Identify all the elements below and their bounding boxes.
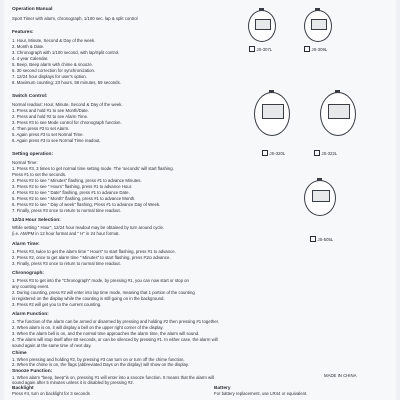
alarmtime-item: 2. Press #2, once to get alarm time " Minutes" to start flashing, press #1to advance. — [12, 255, 171, 260]
model-caption: JS-505L — [310, 236, 333, 242]
chrono-item: 1. Press #3 to get into the "Chronograph" mode, by pressing #1, you can now start or stop on — [12, 278, 189, 283]
setting-item: 2. Press #2 to see " Minutes" flashing, press #1 to advance Minutes. — [12, 178, 142, 183]
chime-heading: Chime — [12, 351, 27, 356]
chime-item: 1. When pressing and holding #2, by pressing #3 can turn on or turn off the chime function. — [12, 357, 185, 362]
stopwatch-icon — [320, 92, 356, 136]
switch-heading: Switch Control: — [12, 94, 48, 99]
feature-item: 8. Maximum counting: 23 hours, 59 minutes, 59 seconds. — [12, 80, 121, 85]
snooze-item: sound again after 5 minutes unless it is disabled by pressing #2. — [12, 380, 134, 385]
alarmtime-item: 1. Press #3, twice to get the alarm time " Hours" to start flashing, press #1 to advance. — [12, 249, 176, 254]
backlight-heading: Backlight — [12, 386, 34, 391]
setting-item: 7. Finally, press #3 once to return to normal time readout. — [12, 208, 121, 213]
switch-item: 1. Press and hold #1 to see Month/Date. — [12, 108, 89, 113]
model-caption: JS-322L — [314, 150, 337, 156]
stopwatch-icon — [304, 10, 332, 42]
switch-item: 3. Press #3 to see Mode control for chronograph function. — [12, 120, 122, 125]
feature-item: 1. Hour, Minute, Second & Day of the week. — [12, 38, 96, 43]
stopwatch-icon — [304, 180, 336, 216]
feature-item: 3. Chronograph with 1/100 second, with lap/Split control. — [12, 50, 120, 55]
chrono-item: is registered on the display while the counting is still going on in the background. — [12, 296, 165, 301]
setting-heading: Setting operation: — [12, 152, 54, 157]
setting-item: 4. Press #2 to see " Date" flashing, press #1 to advance Date. — [12, 190, 130, 195]
alarmtime-item: 3. Finally, press #3 once to return to normal time readout. — [12, 261, 121, 266]
setting-item: Press #1 to set the seconds. — [12, 172, 67, 177]
switch-item: 6. Again press #3 to see Normal Time readout. — [12, 138, 101, 143]
battery-heading: Battery — [214, 386, 231, 391]
alarmfunc-item: sound again at the same time of next day. — [12, 343, 92, 348]
switch-item: 2. Press and hold #2 to see Alarm Time. — [12, 114, 89, 119]
features-heading: Features: — [12, 30, 34, 35]
battery-item: For battery replacement, use LR44 or equivalent. — [214, 391, 308, 396]
setting-item: 6. Press #2 to see " Day of week" flashing, Press #1 to advance Day of Week. — [12, 202, 161, 207]
chrono-item: 2. During counting, press #2 will enter into lap time mode, meaning that 1 portion of the counting — [12, 290, 195, 295]
model-caption: JS-309L — [304, 46, 327, 52]
feature-item: 7. 12/24 hour displays for user's option. — [12, 74, 87, 79]
setting-item: 1. Press #3, 3 times to get normal time setting mode. The 'seconds' will start flashing. — [12, 166, 174, 171]
switch-item: 5. Again press #3 to set Normal Time. — [12, 132, 84, 137]
alarmfunc-item: 3. When the alarm bell is on, and the normal time approaches the alarm time, the alarm will sound. — [12, 331, 200, 336]
manual-subtitle: Sport Timer with alarm, chronograph, 1/100 sec. lap & split control — [12, 16, 138, 21]
snooze-heading: Snooze Function: — [12, 369, 53, 374]
alarmfunc-item: 4. The alarm will stop itself after 60 seconds, or can be silenced by pressing #1. In either case, the alarm will — [12, 337, 218, 342]
feature-item: 4. 4 year Calendar. — [12, 56, 49, 61]
hour1224-heading: 12/24 Hour Selection: — [12, 218, 61, 223]
chime-item: 2. When the chime is on, the flags (abbreviated Days on the display) will show on the display. — [12, 362, 189, 367]
feature-item: 6. 30 second correction for synchronization. — [12, 68, 96, 73]
feature-item: 5. Beep, Beep alarm with chime & snooze. — [12, 62, 93, 67]
alarmtime-heading: Alarm Time: — [12, 242, 40, 247]
chrono-heading: Chronograph: — [12, 271, 44, 276]
made-in-label: MADE IN CHINA — [324, 373, 357, 378]
manual-sheet — [4, 0, 396, 400]
alarmfunc-heading: Alarm Function: — [12, 312, 49, 317]
hour1224-item: While setting " Hour", 12/24 hour readout may be obtained by turn around cycle. — [12, 225, 165, 230]
hour1224-item: (i.e. AM/PM in 12 hour format and " H" in 24 hour format. — [12, 231, 120, 236]
chrono-item: 3. Press #2 will get you to the current counting. — [12, 302, 102, 307]
model-caption: JS-320L — [262, 150, 285, 156]
stopwatch-icon — [254, 92, 290, 136]
setting-item: Normal Time: — [12, 160, 38, 165]
alarmfunc-item: 1. The function of the alarm can be armed or disarmed by pressing and holding #2 then pressing #1 together. — [12, 319, 220, 324]
chrono-item: any counting event. — [12, 284, 50, 289]
manual-title: Operation Manual — [12, 7, 53, 12]
feature-item: 2. Month & Date. — [12, 44, 45, 49]
setting-item: 5. Press #2 to see " Month" flashing, press #1 to advance Month. — [12, 196, 136, 201]
backlight-item: Press #4, turn on backlight for 3 seconds — [12, 391, 90, 396]
stopwatch-icon — [248, 10, 276, 42]
setting-item: 3. Press #2 to see " Hours" flashing, press #1 to advance Hour. — [12, 184, 133, 189]
snooze-item: 1. When alarm "beep, beep"is on, pressing #1 will enter into a snooze function. It means that the alarm will — [12, 375, 215, 380]
alarmfunc-item: 2. When alarm is on, it will display a bell on the upper right corner of the display. — [12, 325, 164, 330]
switch-item: Normal readout: Hour, Minute, Second & Day of the week. — [12, 102, 123, 107]
switch-item: 4. Then press #3 to set Alarm. — [12, 126, 70, 131]
model-caption: JS-307L — [249, 46, 272, 52]
